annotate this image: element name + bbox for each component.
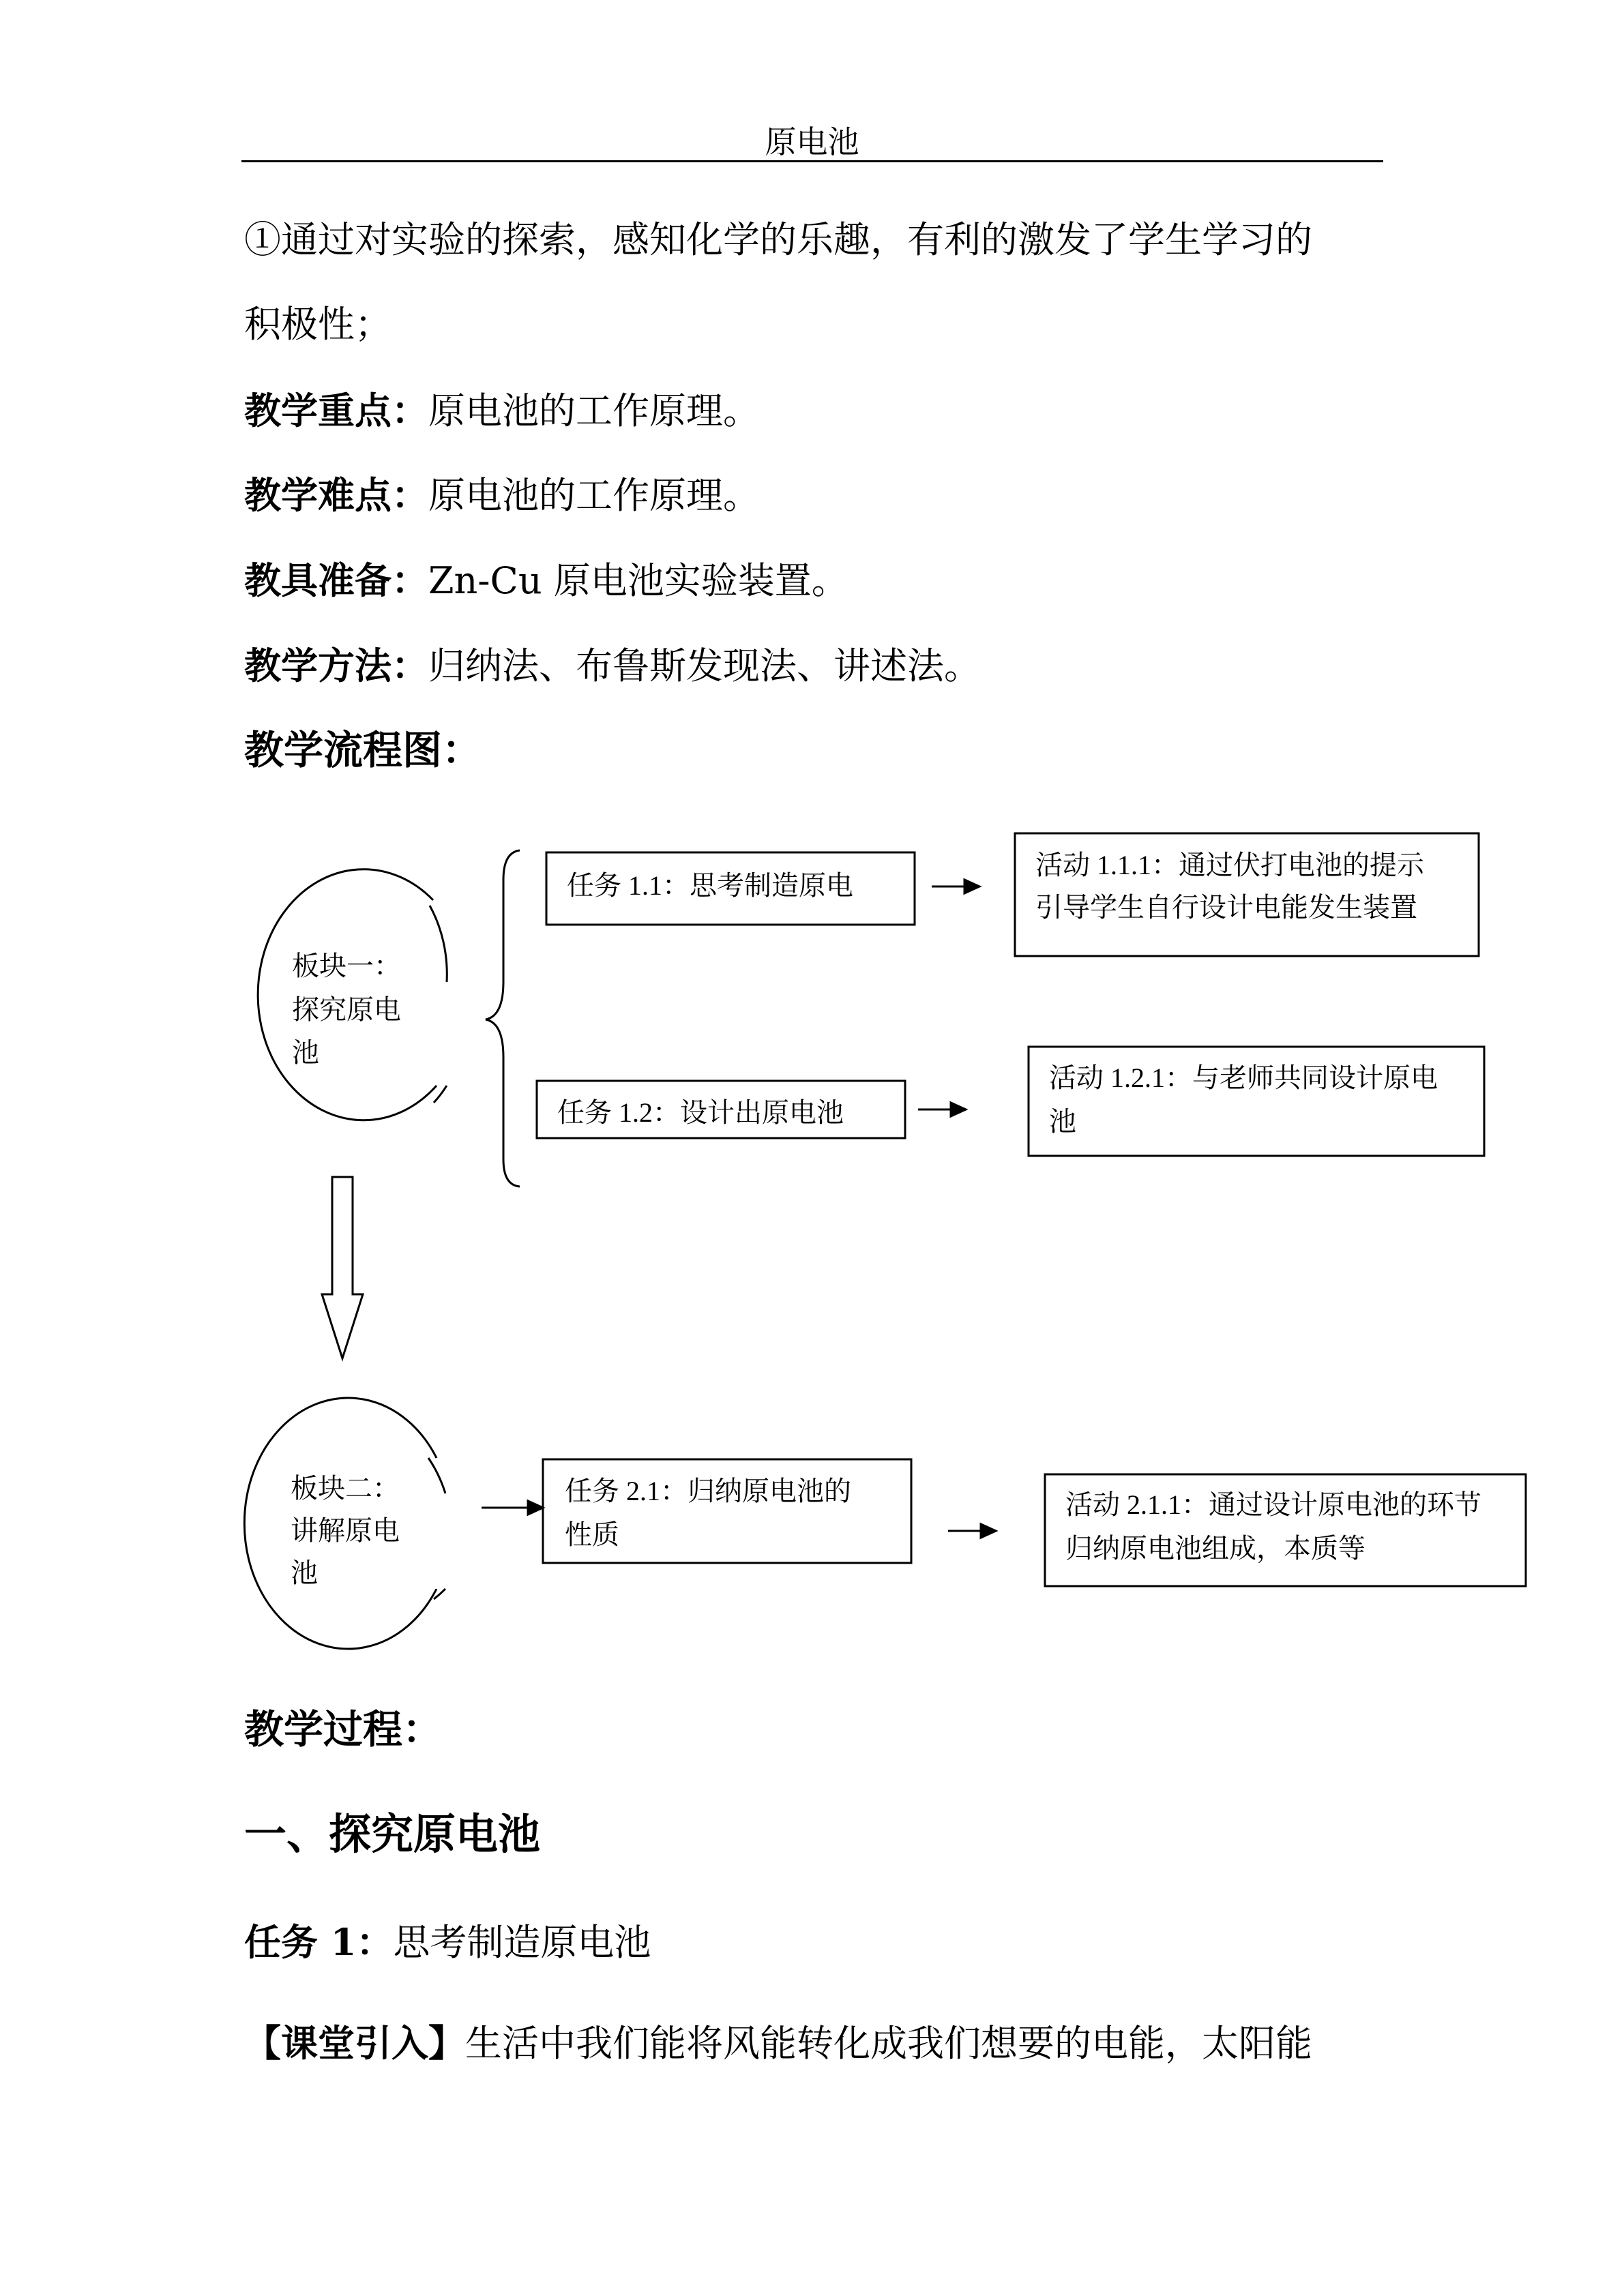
- page-header-title: 原电池: [765, 123, 859, 160]
- module2-label-line1: 板块二：: [291, 1473, 400, 1504]
- flowchart-heading: 教学流程图：: [244, 727, 482, 773]
- equipment-label: 教具准备：: [244, 558, 428, 602]
- activity-2-1-1-line2: 归纳原电池组成，本质等: [1065, 1533, 1365, 1564]
- module1-label-line2: 探究原电: [292, 994, 401, 1025]
- hollow-down-arrow: [322, 1177, 363, 1358]
- key-point-label: 教学重点：: [244, 389, 428, 432]
- intro-text: 生活中我们能将风能转化成我们想要的电能，太阳能: [465, 2022, 1312, 2065]
- key-point-value: 原电池的工作原理。: [428, 389, 760, 432]
- activity-1-2-1-line1: 活动 1.2.1：与老师共同设计原电: [1049, 1062, 1438, 1093]
- activity-1-1-1-line2: 引导学生自行设计电能发生装置: [1035, 892, 1417, 923]
- activity-2-1-1-line1: 活动 2.1.1：通过设计原电池的环节: [1065, 1489, 1481, 1520]
- difficulty-label: 教学难点：: [244, 473, 428, 517]
- curly-brace: [486, 850, 520, 1187]
- process-heading: 教学过程：: [244, 1706, 443, 1753]
- task-2-1-label-line2: 性质: [565, 1519, 619, 1550]
- objective-line-2: 积极性；: [244, 303, 392, 346]
- task-1-2-label: 任务 1.2：设计出原电池: [557, 1097, 844, 1128]
- activity-1-2-1-line2: 池: [1049, 1106, 1076, 1137]
- module2-label-line3: 池: [291, 1557, 318, 1588]
- method-value: 归纳法、布鲁斯发现法、讲述法。: [428, 644, 981, 687]
- intro-row: [244, 2020, 1312, 2067]
- task-2-1-label-line1: 任务 2.1：归纳原电池的: [565, 1476, 851, 1506]
- objective-line-1: ①通过对实验的探索，感知化学的乐趣，有利的激发了学生学习的: [244, 218, 1312, 261]
- difficulty-value: 原电池的工作原理。: [428, 474, 760, 517]
- task-1-row: [244, 1919, 651, 1966]
- task-1-value: 思考制造原电池: [393, 1921, 651, 1964]
- module1-label-line3: 池: [292, 1037, 319, 1068]
- task-1-1-label: 任务 1.1：思考制造原电: [567, 870, 853, 901]
- intro-label: 【课堂引入】: [244, 2021, 465, 2065]
- method-label: 教学方法：: [244, 644, 428, 687]
- module1-label-line1: 板块一：: [292, 951, 401, 981]
- section-1-title: 一、探究原电池: [244, 1809, 541, 1859]
- equipment-value: Zn-Cu 原电池实验装置。: [428, 559, 848, 602]
- activity-1-1-1-line1: 活动 1.1.1：通过伏打电池的提示: [1035, 850, 1424, 880]
- module2-label-line2: 讲解原电: [291, 1515, 400, 1546]
- task-1-label: 任务 1：: [244, 1920, 394, 1964]
